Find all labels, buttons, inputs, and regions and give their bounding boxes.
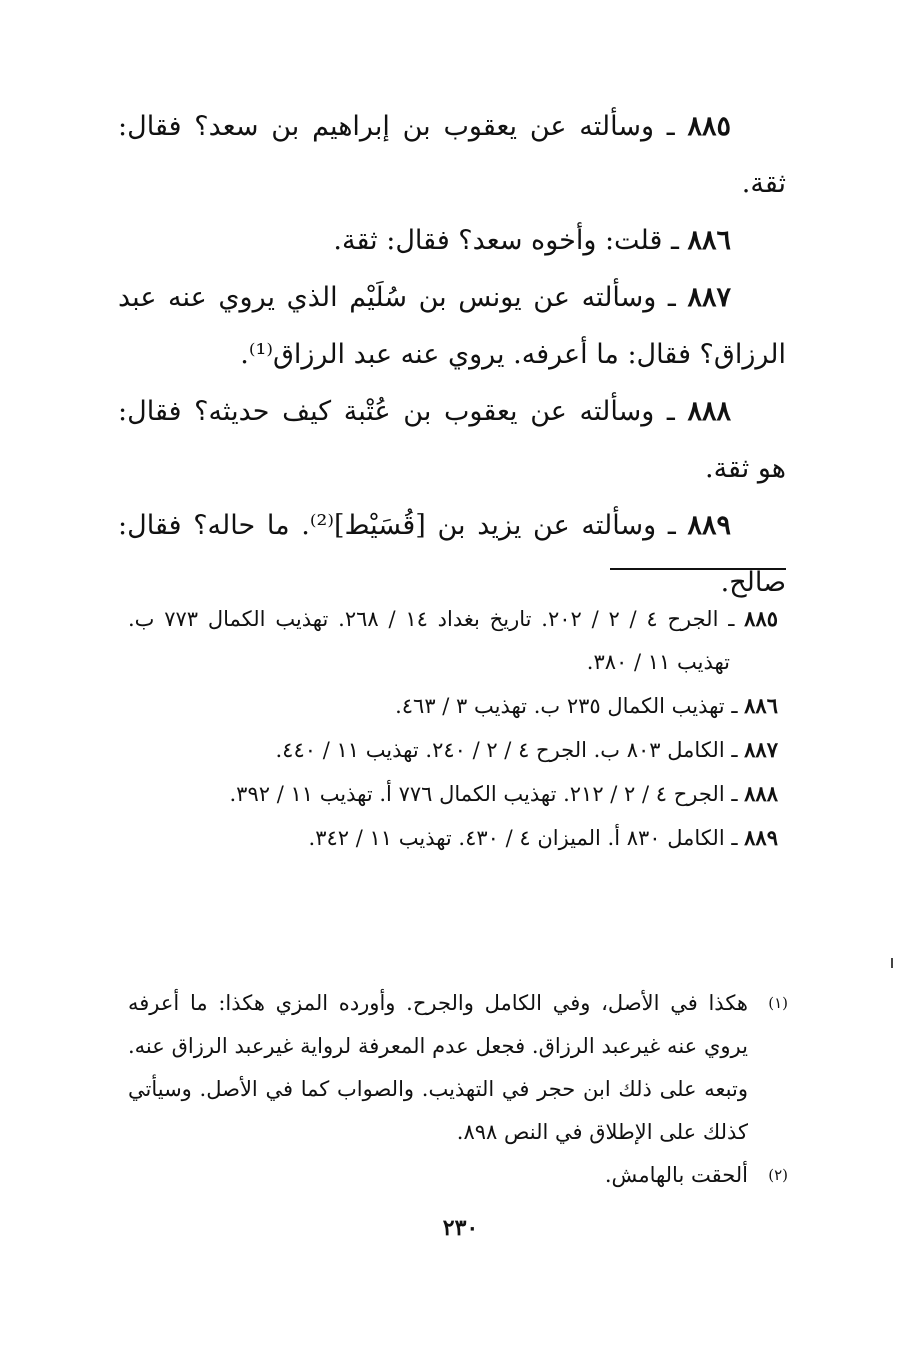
entry-886 [118, 212, 786, 269]
entry-text: ـ وسألته عن يونس بن سُلَيْم الذي يروي عنه عبد الرزاق؟ فقال: ما أعرفه. يروي عنه عبد الرزاق⁽¹⁾. [118, 282, 786, 370]
footnote-marker: (٢) [768, 1166, 788, 1184]
entry-number: ٨٨٧ [687, 282, 731, 313]
source-888 [128, 772, 778, 816]
source-text: ـ الكامل ٨٠٣ ب. الجرح ٤ / ٢ / ٢٤٠. تهذيب ١١ / ٤٤٠. [275, 738, 745, 762]
entry-text: ـ قلت: وأخوه سعد؟ فقال: ثقة. [333, 225, 688, 256]
footnote-1 [128, 982, 788, 1154]
entry-885 [118, 98, 786, 212]
entry-number: ٨٨٦ [687, 225, 731, 256]
entry-888 [118, 383, 786, 497]
entry-text: ـ وسألته عن يزيد بن [قُسَيْط]⁽²⁾. ما حاله؟ فقال: صالح. [118, 510, 786, 598]
source-text: ـ الجرح ٤ / ٢ / ٢٠٢. تاريخ بغداد ١٤ / ٢٦٨. تهذيب الكمال ٧٧٣ ب. تهذيب ١١ / ٣٨٠. [128, 607, 745, 674]
entry-number: ٨٨٥ [687, 111, 731, 142]
source-text: ـ الكامل ٨٣٠ أ. الميزان ٤ / ٤٣٠. تهذيب ١١ / ٣٤٢. [308, 826, 745, 850]
source-887 [128, 728, 778, 772]
source-886 [128, 684, 778, 728]
source-number: ٨٨٨ [744, 781, 778, 806]
source-885 [128, 597, 778, 684]
footnote-text: هكذا في الأصل، وفي الكامل والجرح. وأورده المزي هكذا: ما أعرفه يروي عنه غيرعبد الرزاق. فجعل عدم المعرفة لرواية غيرعبد الرزاق عنه. وتبعه على ذلك ابن حجر في التهذيب. والصواب كما في الأصل. وسيأتي كذلك على الإطلاق في النص ٨٩٨. [128, 991, 748, 1144]
source-text: ـ الجرح ٤ / ٢ / ٢١٢. تهذيب الكمال ٧٧٦ أ. تهذيب ١١ / ٣٩٢. [229, 782, 745, 806]
entry-887 [118, 269, 786, 383]
main-text [118, 98, 786, 611]
entry-text: ـ وسألته عن يعقوب بن عُتْبة كيف حديثه؟ فقال: هو ثقة. [118, 396, 786, 484]
footnote-marker: (١) [768, 994, 788, 1012]
source-number: ٨٨٦ [744, 693, 778, 718]
entry-text: ـ وسألته عن يعقوب بن إبراهيم بن سعد؟ فقال: ثقة. [118, 111, 786, 199]
source-889 [128, 816, 778, 860]
source-number: ٨٨٩ [744, 825, 778, 850]
footnote-2 [128, 1154, 788, 1197]
footnote-text: ألحقت بالهامش. [604, 1163, 748, 1187]
footnotes [128, 982, 788, 1197]
sources-list [128, 597, 778, 860]
source-text: ـ تهذيب الكمال ٢٣٥ ب. تهذيب ٣ / ٤٦٣. [395, 694, 745, 718]
source-number: ٨٨٧ [744, 737, 778, 762]
source-number: ٨٨٥ [744, 606, 779, 631]
footnote-divider [610, 568, 786, 570]
entry-number: ٨٨٨ [687, 396, 731, 427]
entry-number: ٨٨٩ [687, 510, 731, 541]
entry-889 [118, 497, 786, 611]
page-number: ٢٣٠ [442, 1215, 479, 1241]
scan-mark [891, 958, 893, 968]
